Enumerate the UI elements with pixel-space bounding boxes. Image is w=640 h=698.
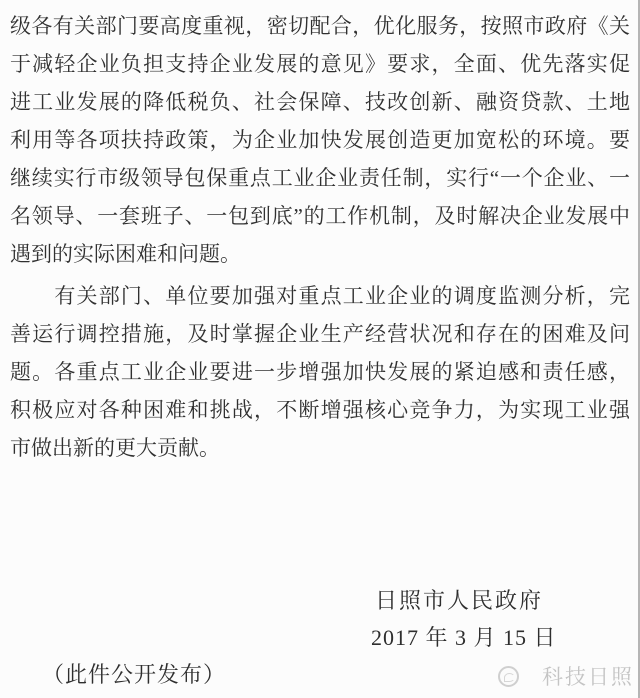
text-line: 积极应对各种困难和挑战，不断增强核心竞争力，为实现工业强 (10, 398, 630, 422)
watermark-text: 科技日照 (542, 666, 634, 689)
text-line: 题。各重点工业企业要进一步增强加快发展的紧迫感和责任感， (10, 360, 630, 384)
text-line: 名领导、一套班子、一包到底”的工作机制，及时解决企业发展中 (10, 204, 630, 228)
watermark (498, 661, 634, 691)
text-line: 利用等各项扶持政策，为企业加快发展创造更加宽松的环境。要 (10, 128, 630, 152)
document-body (10, 7, 630, 467)
publish-note: （此件公开发布） (42, 662, 227, 687)
watermark-circle-logo-icon (498, 666, 519, 687)
signature-issuer: 日照市人民政府 (375, 588, 544, 613)
paragraph-2 (10, 277, 630, 467)
text-line: 有关部门、单位要加强对重点工业企业的调度监测分析，完 (10, 284, 630, 308)
text-line: 级各有关部门要高度重视，密切配合，优化服务，按照市政府《关 (10, 14, 630, 38)
text-line: 于减轻企业负担支持企业发展的意见》要求，全面、优先落实促 (10, 52, 630, 76)
text-line: 进工业发展的降低税负、社会保障、技改创新、融资贷款、土地 (10, 90, 630, 114)
signature-date: 2017 年 3 月 15 日 (371, 625, 557, 650)
text-line: 市做出新的更大贡献。 (10, 436, 220, 460)
text-line: 继续实行市级领导包保重点工业企业责任制，实行“一个企业、一 (10, 166, 630, 190)
text-line: 遇到的实际困难和问题。 (10, 242, 241, 266)
paragraph-1 (10, 7, 630, 273)
text-line: 善运行调控措施，及时掌握企业生产经营状况和存在的困难及问 (10, 322, 630, 346)
